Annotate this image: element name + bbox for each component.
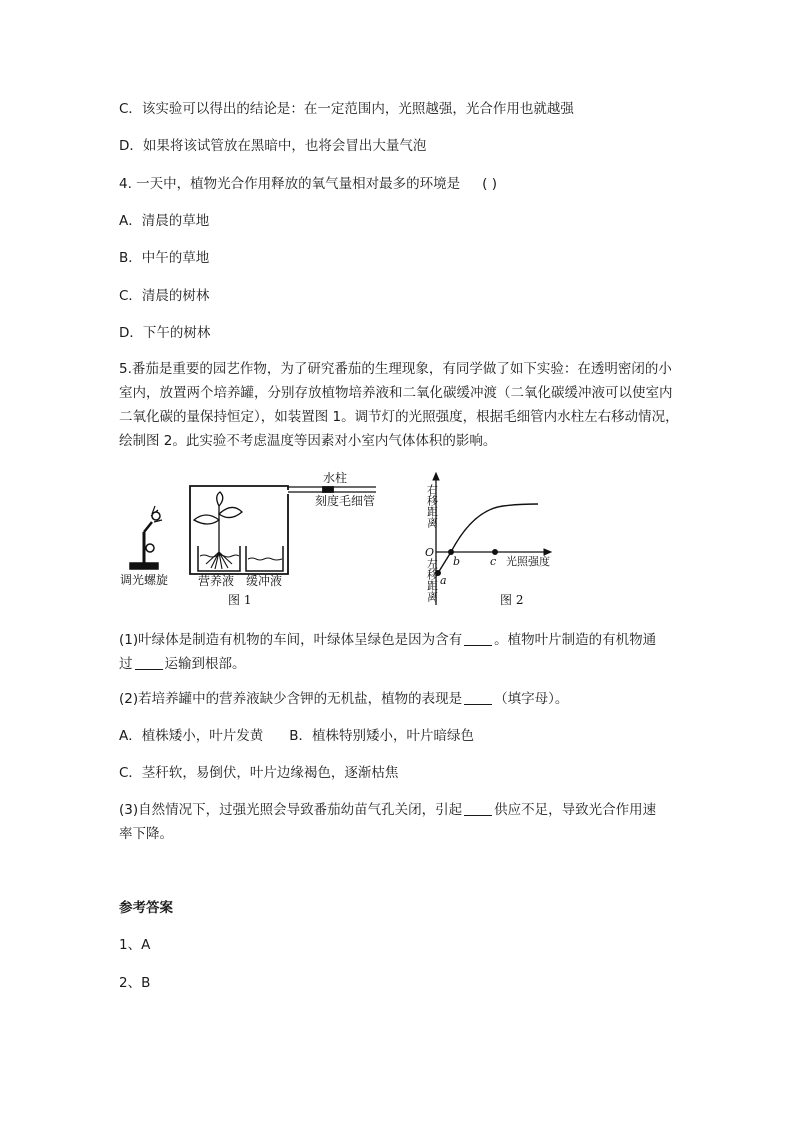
q5-sub3-text-2: 供应不足，导致光合作用速 [494,802,657,818]
q4-option-c: C．清晨的树林 [119,288,210,304]
q5-sub1-text-2: 。植物叶片制造的有机物通 [494,632,657,648]
q4-answer-paren: ( ) [482,176,497,192]
figure-1-caption: 图 1 [228,593,252,607]
q5-sub2-option-a: A．植株矮小，叶片发黄 [119,728,264,744]
q4-option-b: B．中午的草地 [119,250,210,266]
q4-stem-text: 4. 一天中，植物光合作用释放的氧气量相对最多的环境是 [119,176,461,192]
buffer-jar [246,546,283,571]
q5-sub2-text-1: (2)若培养罐中的营养液缺少含钾的无机盐，植物的表现是 [119,691,463,707]
y-axis-arrow-icon [433,473,439,480]
answer-item: 1、A [119,937,151,953]
origin-label: O [425,546,435,559]
q4-option-a: A．清晨的草地 [119,213,210,229]
figure-2-graph [418,470,568,615]
q5-sub1 [119,628,679,676]
q5-sub2-option-b: B．植株特别矮小，叶片暗绿色 [289,728,475,744]
answer-blank[interactable] [464,631,492,646]
q5-sub1-text-1: (1)叶绿体是制造有机物的车间，叶绿体呈绿色是因为含有 [119,632,463,648]
q5-sub1-text-4: 运输到根部。 [164,656,246,672]
answer-blank[interactable] [464,690,492,705]
tomato-plant-icon [194,492,242,569]
label-nutrient: 营养液 [198,574,235,588]
q5-sub2 [119,689,568,709]
figure-1-apparatus [118,470,383,615]
q4-option-d: D．下午的树林 [119,325,211,341]
q5-sub2-text-2: （填字母）。 [494,691,569,707]
figure-2-caption: 图 2 [500,593,524,607]
point-b-label: b [453,555,461,568]
point-b-marker [449,550,454,555]
q5-sub1-text-3: 过 [119,656,133,672]
answers-heading: 参考答案 [119,900,173,916]
point-c-marker [493,550,498,555]
q5-sub3-text-1: (3)自然情况下，过强光照会导致番茄幼苗气孔关闭，引起 [119,802,463,818]
y-label-left-shift: 左移距离 [425,558,439,602]
q3-option-c: C．该实验可以得出的结论是：在一定范围内，光照越强，光合作用也就越强 [119,101,574,117]
answer-item: 2、B [119,975,151,991]
label-light-knob: 调光螺旋 [120,573,169,587]
q5-sub3-text-3: 率下降。 [119,826,173,842]
answer-blank[interactable] [464,801,492,816]
label-water-column: 水柱 [323,471,348,485]
q5-stem: 5.番茄是重要的园艺作物，为了研究番茄的生理现象，有同学做了如下实验：在透明密闭的小室内，放置两个培养罐，分别存放植物培养液和二氧化碳缓冲渡（二氧化碳缓冲液可以使室内二氧化碳的量保持恒定），如装置图 1。调节灯的光照强度，根据毛细管内水柱左右移动情况，绘制图 2。此实验不考虑温度等因素对小室内气体体积的影响。 [119,361,679,449]
q3-option-d: D．如果将该试管放在黑暗中，也将会冒出大量气泡 [119,138,427,154]
q5-sub3 [119,798,679,846]
label-buffer: 缓冲液 [246,574,283,588]
label-capillary: 刻度毛细管 [315,494,376,508]
y-label-right-shift: 右移距离 [425,484,439,528]
q5-sub2-option-c: C．茎秆软，易倒伏，叶片边缘褐色，逐渐枯焦 [119,765,399,781]
point-c-label: c [490,555,497,568]
x-label-light: 光照强度 [506,555,550,568]
q5-sub2-options-ab [119,726,474,746]
lamp-icon [130,506,162,569]
q4-stem [119,174,497,194]
point-a-label: a [440,574,447,587]
answer-blank[interactable] [135,655,163,670]
